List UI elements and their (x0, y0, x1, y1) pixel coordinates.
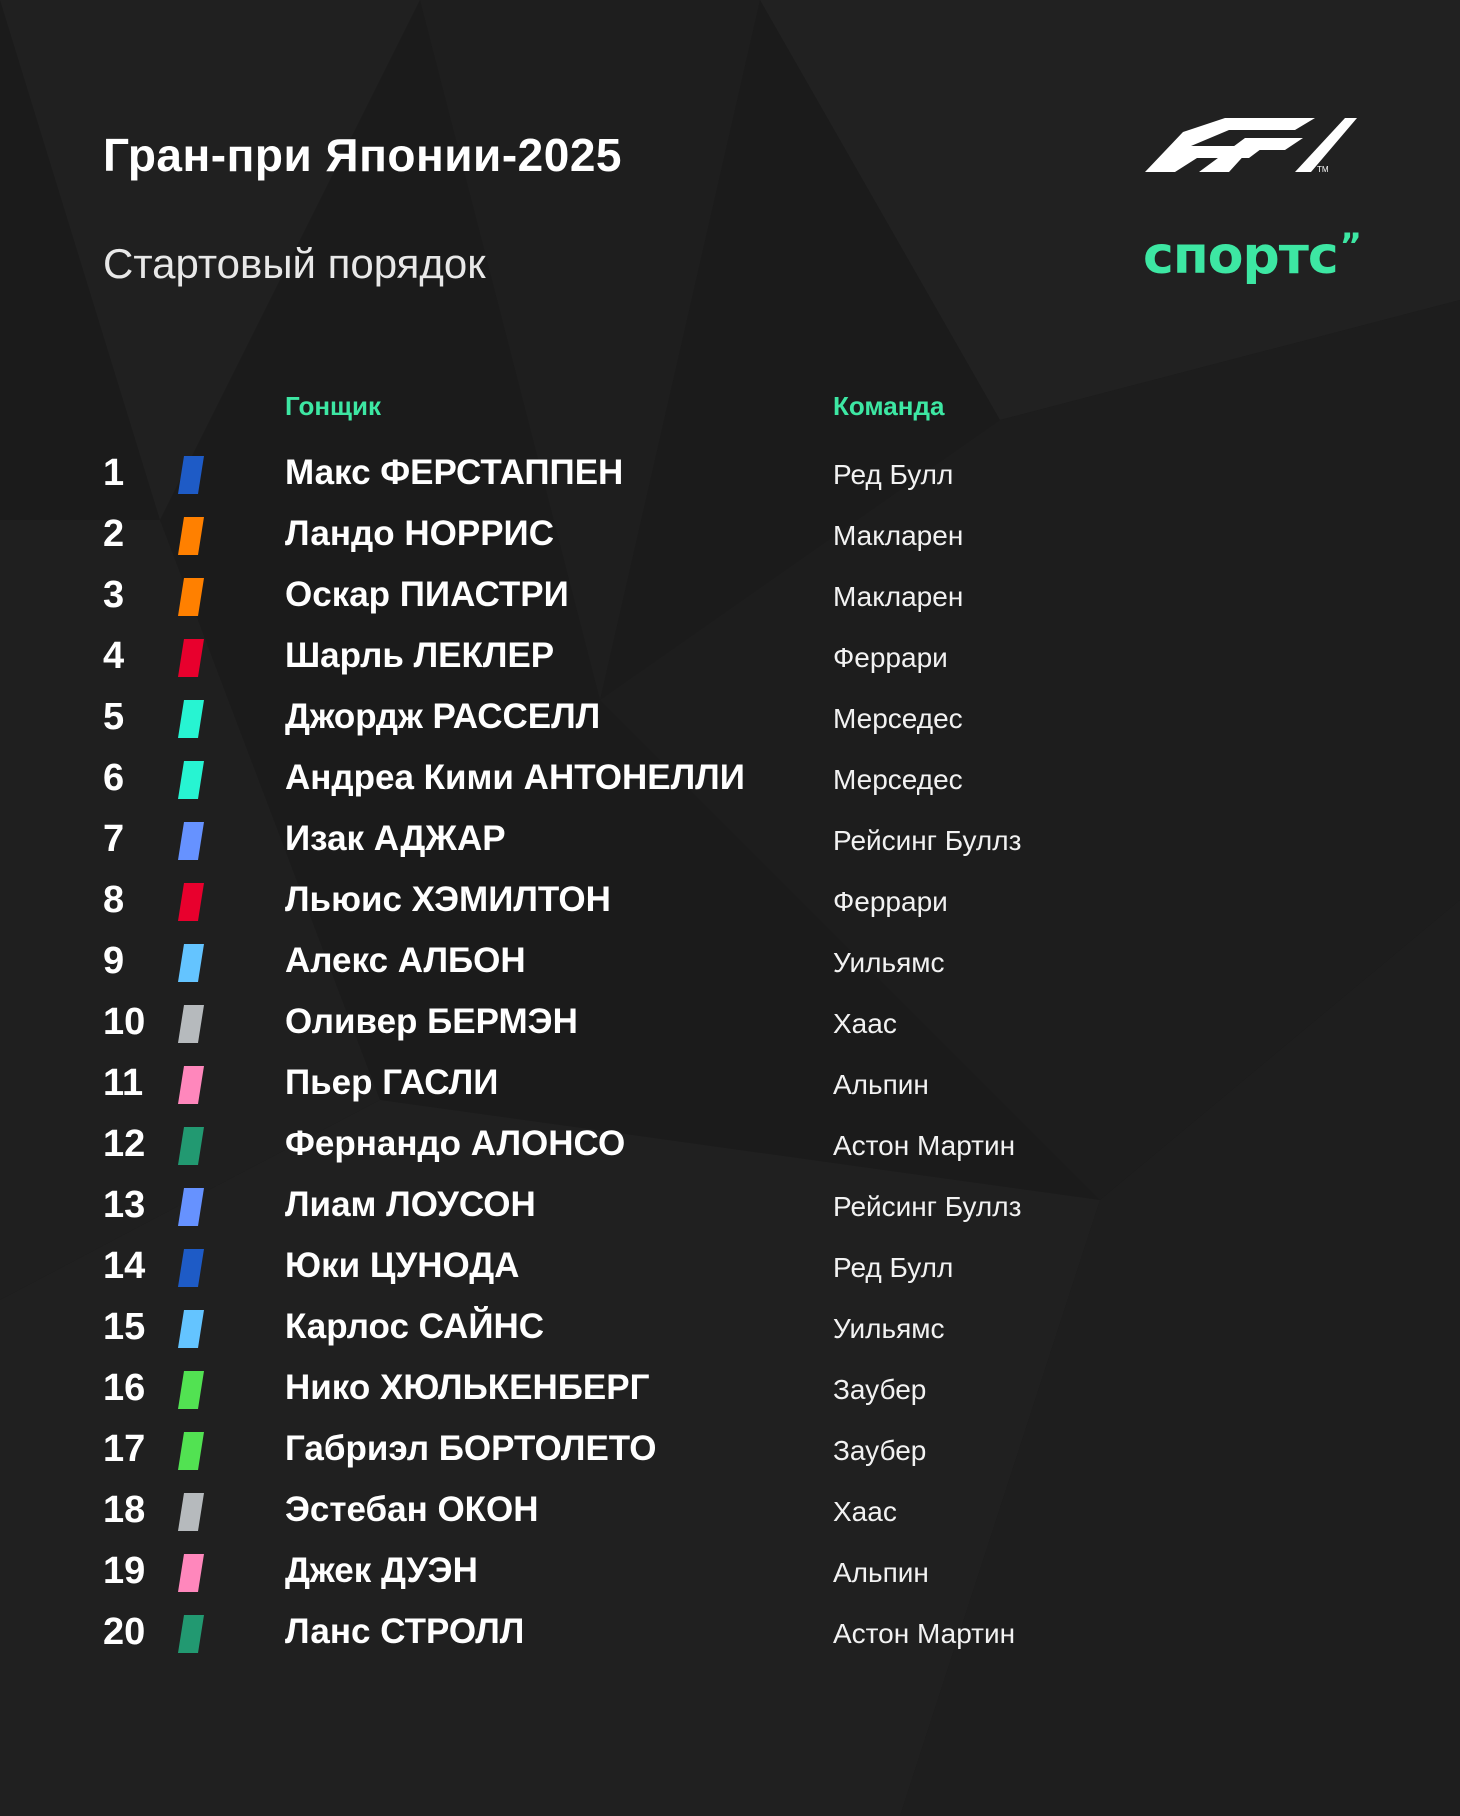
svg-text:TM: TM (1317, 165, 1329, 174)
grid-position: 15 (103, 1306, 146, 1348)
driver-name: Ланс СТРОЛЛ (285, 1612, 525, 1651)
grid-row (0, 1181, 1460, 1242)
team-color-stripe-icon (178, 1188, 204, 1226)
team-color-stripe-icon (178, 822, 204, 860)
driver-name: Ландо НОРРИС (285, 514, 554, 553)
grid-row (0, 510, 1460, 571)
grid-row (0, 1547, 1460, 1608)
driver-name: Оливер БЕРМЭН (285, 1002, 578, 1041)
team-color-stripe-icon (178, 1615, 204, 1653)
team-name: Заубер (833, 1435, 927, 1466)
team-name: Ред Булл (833, 459, 954, 490)
team-name: Астон Мартин (833, 1618, 1016, 1649)
grid-position: 11 (103, 1062, 144, 1104)
grid-position: 2 (103, 513, 125, 555)
grid-row (0, 937, 1460, 998)
driver-name: Юки ЦУНОДА (285, 1246, 520, 1285)
grid-position: 6 (103, 757, 125, 799)
column-header-driver: Гонщик (285, 391, 381, 421)
grid-position: 7 (103, 818, 125, 860)
grid-position: 10 (103, 1001, 146, 1043)
team-color-stripe-icon (178, 1493, 204, 1531)
driver-name: Оскар ПИАСТРИ (285, 575, 569, 614)
team-color-stripe-icon (178, 883, 204, 921)
team-color-stripe-icon (178, 1005, 204, 1043)
team-color-stripe-icon (178, 1249, 204, 1287)
team-name: Рейсинг Буллз (833, 825, 1022, 856)
grid-row (0, 632, 1460, 693)
grid-row (0, 1608, 1460, 1669)
team-name: Альпин (833, 1069, 929, 1100)
grid-position: 18 (103, 1489, 146, 1531)
team-color-stripe-icon (178, 700, 204, 738)
team-color-stripe-icon (178, 1432, 204, 1470)
team-color-stripe-icon (178, 1554, 204, 1592)
team-name: Уильямс (833, 947, 945, 978)
column-header-team: Команда (833, 391, 945, 421)
grid-row (0, 571, 1460, 632)
driver-name: Пьер ГАСЛИ (285, 1063, 499, 1102)
driver-name: Фернандо АЛОНСО (285, 1124, 626, 1163)
team-color-stripe-icon (178, 944, 204, 982)
team-color-stripe-icon (178, 456, 204, 494)
grid-row (0, 876, 1460, 937)
page-subtitle: Стартовый порядок (103, 240, 486, 287)
team-name: Мерседес (833, 703, 963, 734)
grid-row (0, 1303, 1460, 1364)
team-name: Альпин (833, 1557, 929, 1588)
grid-position: 20 (103, 1611, 146, 1653)
grid-row (0, 693, 1460, 754)
grid-position: 3 (103, 574, 125, 616)
grid-position: 8 (103, 879, 125, 921)
grid-position: 9 (103, 940, 125, 982)
grid-position: 5 (103, 696, 125, 738)
team-name: Хаас (833, 1496, 897, 1527)
grid-row (0, 449, 1460, 510)
f1-logo-icon (1145, 116, 1360, 176)
grid-position: 13 (103, 1184, 146, 1226)
team-color-stripe-icon (178, 1371, 204, 1409)
driver-name: Шарль ЛЕКЛЕР (285, 636, 555, 675)
grid-position: 14 (103, 1245, 146, 1287)
driver-name: Эстебан ОКОН (285, 1490, 539, 1529)
grid-position: 16 (103, 1367, 146, 1409)
team-color-stripe-icon (178, 1127, 204, 1165)
grid-position: 17 (103, 1428, 146, 1470)
driver-name: Карлос САЙНС (285, 1307, 545, 1346)
driver-name: Макс ФЕРСТАППЕН (285, 453, 624, 492)
grid-row (0, 998, 1460, 1059)
driver-name: Алекс АЛБОН (285, 941, 526, 980)
grid-row (0, 754, 1460, 815)
driver-name: Льюис ХЭМИЛТОН (285, 880, 611, 919)
team-color-stripe-icon (178, 639, 204, 677)
grid-position: 19 (103, 1550, 146, 1592)
driver-name: Габриэл БОРТОЛЕТО (285, 1429, 657, 1468)
team-color-stripe-icon (178, 761, 204, 799)
team-color-stripe-icon (178, 1310, 204, 1348)
driver-name: Андреа Кими АНТОНЕЛЛИ (285, 758, 745, 797)
grid-row (0, 1486, 1460, 1547)
sport-logo-mark-icon: ” (1339, 226, 1362, 266)
team-name: Хаас (833, 1008, 897, 1039)
grid-row (0, 1364, 1460, 1425)
team-name: Уильямс (833, 1313, 945, 1344)
grid-row (0, 1120, 1460, 1181)
team-name: Феррари (833, 886, 948, 917)
grid-position: 12 (103, 1123, 146, 1165)
grid-row (0, 1425, 1460, 1486)
team-name: Мерседес (833, 764, 963, 795)
team-name: Феррари (833, 642, 948, 673)
team-color-stripe-icon (178, 578, 204, 616)
driver-name: Нико ХЮЛЬКЕНБЕРГ (285, 1368, 650, 1407)
team-color-stripe-icon (178, 517, 204, 555)
driver-name: Изак АДЖАР (285, 819, 506, 858)
team-name: Рейсинг Буллз (833, 1191, 1022, 1222)
sport-logo (1143, 226, 1361, 286)
team-name: Астон Мартин (833, 1130, 1016, 1161)
team-name: Ред Булл (833, 1252, 954, 1283)
driver-name: Джек ДУЭН (285, 1551, 478, 1590)
grid-position: 4 (103, 635, 125, 677)
team-name: Макларен (833, 581, 964, 612)
page-title: Гран-при Японии-2025 (103, 129, 622, 181)
driver-name: Джордж РАССЕЛЛ (285, 697, 601, 736)
grid-row (0, 1242, 1460, 1303)
team-name: Макларен (833, 520, 964, 551)
driver-name: Лиам ЛОУСОН (285, 1185, 536, 1224)
grid-row (0, 1059, 1460, 1120)
grid-position: 1 (103, 452, 125, 494)
team-name: Заубер (833, 1374, 927, 1405)
team-color-stripe-icon (178, 1066, 204, 1104)
grid-row (0, 815, 1460, 876)
sport-logo-text: спортс (1143, 226, 1338, 286)
